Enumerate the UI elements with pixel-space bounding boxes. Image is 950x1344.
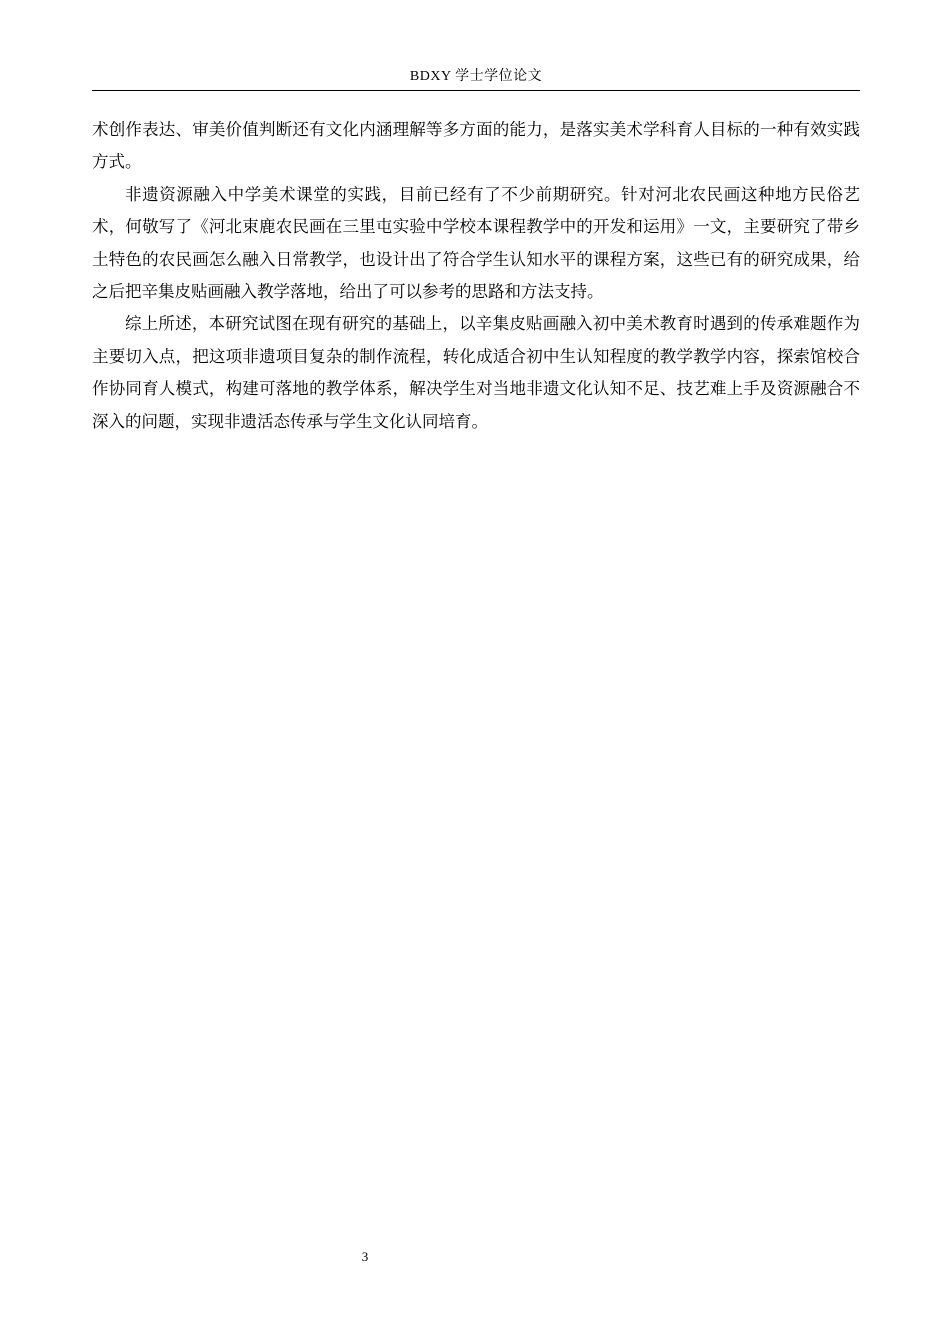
paragraph-summary: 综上所述，本研究试图在现有研究的基础上，以辛集皮贴画融入初中美术教育时遇到的传承难题作为主要切入点，把这项非遗项目复杂的制作流程，转化成适合初中生认知程度的教学教学内容，探索馆校合作协同育人模式，构建可落地的教学体系，解决学生对当地非遗文化认知不足、技艺难上手及资源融合不深入的问题，实现非遗活态传承与学生文化认同培育。 [92,314,860,431]
paragraph-continuation: 术创作表达、审美价值判断还有文化内涵理解等多方面的能力，是落实美术学科育人目标的一种有效实践方式。 [92,120,860,172]
running-header: BDXY 学士学位论文 [409,69,543,84]
header-divider [92,90,860,91]
page-number: 3 [361,1249,369,1264]
body-text [92,114,860,438]
paragraph-prior-research: 非遗资源融入中学美术课堂的实践，目前已经有了不少前期研究。针对河北农民画这种地方民俗艺术，何敬写了《河北束鹿农民画在三里屯实验中学校本课程教学中的开发和运用》一文，主要研究了带乡土特色的农民画怎么融入日常教学，也设计出了符合学生认知水平的课程方案，这些已有的研究成果，给之后把辛集皮贴画融入教学落地，给出了可以参考的思路和方法支持。 [92,184,860,302]
